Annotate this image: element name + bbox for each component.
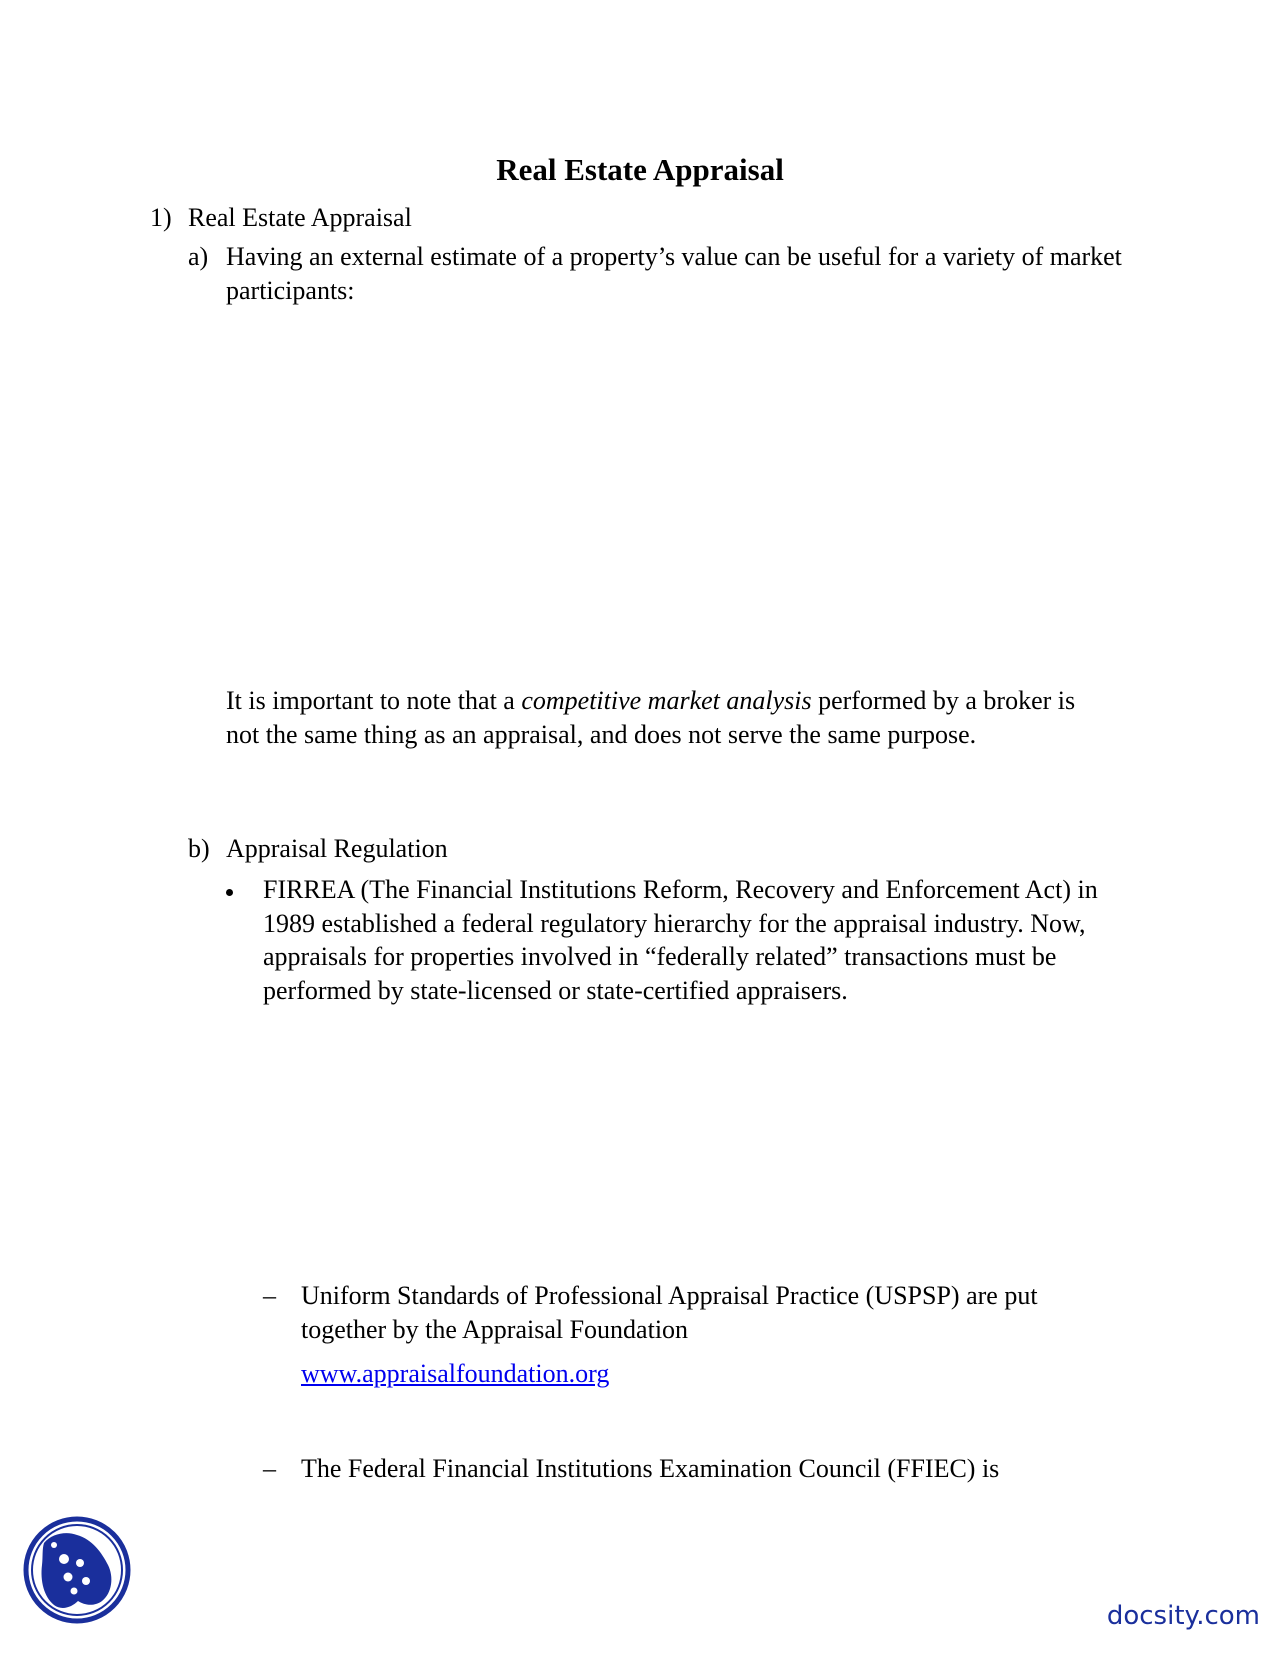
- item-b-marker: b): [188, 834, 210, 863]
- dash-uspsp-text: Uniform Standards of Professional Appraisal Practice (USPSP) are put together by the Appraisal Foundation: [301, 1281, 1038, 1344]
- item-a-marker: a): [188, 242, 209, 271]
- item-a-text: Having an external estimate of a property’s value can be useful for a variety of market participants:: [226, 242, 1122, 305]
- page-title: Real Estate Appraisal: [496, 152, 784, 187]
- foundation-link-line: [301, 1357, 609, 1391]
- item-b-heading: Appraisal Regulation: [226, 834, 448, 863]
- bullet-firrea-text: FIRREA (The Financial Institutions Reform, Recovery and Enforcement Act) in 1989 established a federal regulatory hierarchy for the appraisal industry. Now, appraisals for properties involved in “federally related” transactions must be performed by state-licensed or state-certified appraisers.: [263, 875, 1098, 1005]
- dash-marker: –: [263, 1454, 276, 1483]
- note-suffix: performed by a broker is not the same thing as an appraisal, and does not serve the same purpose.: [226, 686, 1076, 749]
- note-prefix: It is important to note that a: [226, 686, 522, 715]
- docsity-logo-icon: [22, 1515, 132, 1625]
- note-emphasis: competitive market analysis: [521, 686, 812, 715]
- section-heading: Real Estate Appraisal: [188, 203, 412, 232]
- note-paragraph: [226, 684, 1106, 751]
- dash-ffiec-text: The Federal Financial Institutions Examination Council (FFIEC) is: [301, 1454, 1000, 1483]
- appraisal-foundation-link[interactable]: www.appraisalfoundation.org: [301, 1359, 610, 1388]
- dash-marker: –: [263, 1281, 276, 1310]
- section-number: 1): [150, 203, 172, 232]
- bullet-icon: [226, 889, 233, 896]
- docsity-brand-text[interactable]: docsity.com: [1106, 1601, 1260, 1631]
